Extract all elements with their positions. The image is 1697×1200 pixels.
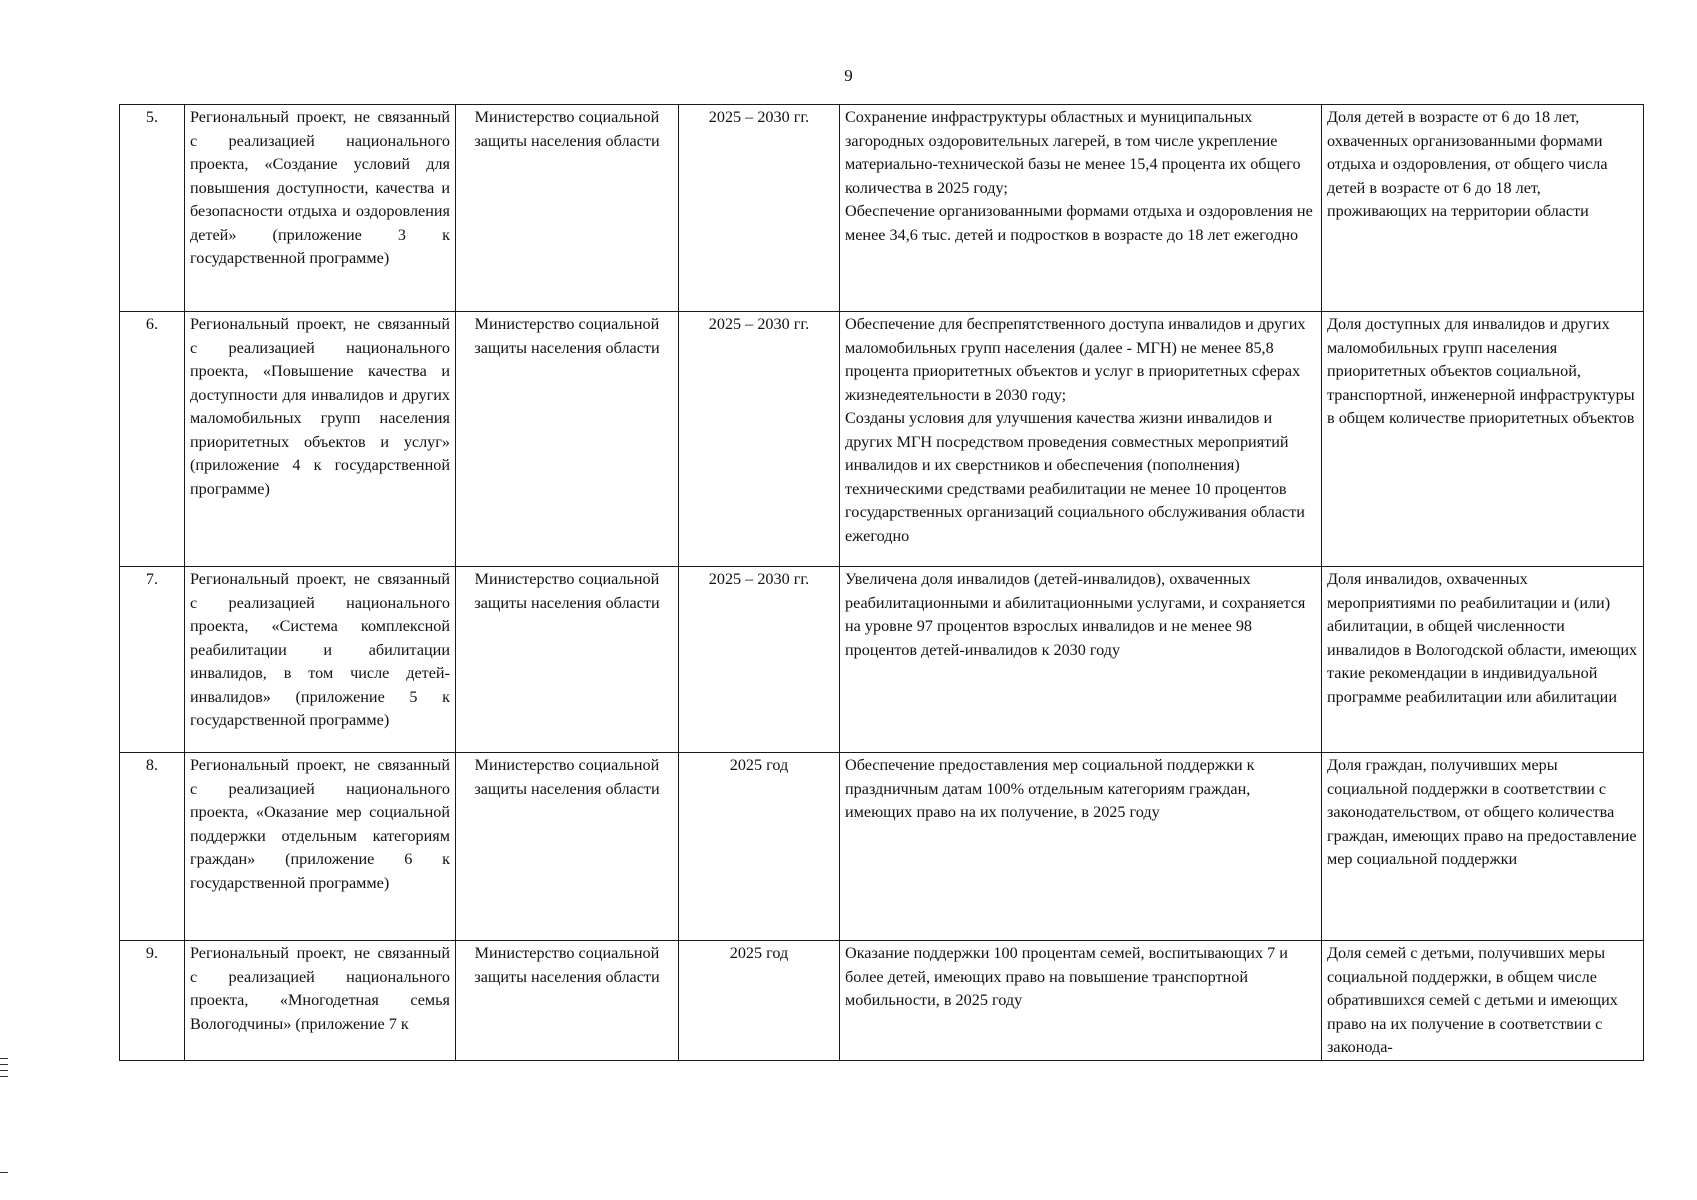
indicator: Доля детей в возрасте от 6 до 18 лет, охваченных организованными формами отдыха и оздоровления, от общего числа детей в возрасте от 6 до 18 лет, проживающих на территории области (1322, 105, 1644, 312)
row-number: 9. (120, 941, 185, 1061)
scan-margin-dash (0, 1172, 8, 1173)
project-results (840, 567, 1322, 753)
projects-table (119, 104, 1644, 1061)
implementation-period: 2025 – 2030 гг. (679, 312, 840, 567)
project-name: Региональный проект, не связанный с реализацией национального проекта, «Создание условий для повышения доступности, качества и безопасности отдыха и оздоровления детей» (приложение 3 к государственной программе) (185, 105, 456, 312)
indicator: Доля инвалидов, охваченных мероприятиями по реабилитации и (или) абилитации, в общей численности инвалидов в Вологодской области, имеющих такие рекомендации в индивидуальной программе реабилитации или абилитации (1322, 567, 1644, 753)
row-number: 8. (120, 753, 185, 941)
implementation-period: 2025 – 2030 гг. (679, 567, 840, 753)
responsible-executor: Министерство социальной защиты населения области (456, 567, 679, 753)
responsible-executor: Министерство социальной защиты населения области (456, 105, 679, 312)
result-item: Оказание поддержки 100 процентам семей, воспитывающих 7 и более детей, имеющих право на повышение транспортной мобильности, в 2025 году (845, 944, 1288, 1009)
result-item: Обеспечение предоставления мер социальной поддержки к праздничным датам 100% отдельным категориям граждан, имеющих право на их получение, в 2025 году (845, 756, 1255, 821)
project-name: Региональный проект, не связанный с реализацией национального проекта, «Оказание мер социальной поддержки отдельным категориям граждан» (приложение 6 к государственной программе) (185, 753, 456, 941)
project-name: Региональный проект, не связанный с реализацией национального проекта, «Многодетная семья Вологодчины» (приложение 7 к (185, 941, 456, 1061)
row-number: 7. (120, 567, 185, 753)
table-row (120, 105, 1644, 312)
row-number: 5. (120, 105, 185, 312)
result-item: Сохранение инфраструктуры областных и муниципальных загородных оздоровительных лагерей, в том числе укрепление материально-технической базы не менее 15,4 процента их общего количества в 2025 году; (845, 108, 1301, 197)
project-results (840, 105, 1322, 312)
project-name: Региональный проект, не связанный с реализацией национального проекта, «Система комплексной реабилитации и абилитации инвалидов, в том числе детей-инвалидов» (приложение 5 к государственной программе) (185, 567, 456, 753)
result-item: Обеспечение организованными формами отдыха и оздоровления не менее 34,6 тыс. детей и подростков в возрасте до 18 лет ежегодно (845, 202, 1313, 244)
implementation-period: 2025 – 2030 гг. (679, 105, 840, 312)
table-row (120, 567, 1644, 753)
implementation-period: 2025 год (679, 941, 840, 1061)
result-item: Созданы условия для улучшения качества жизни инвалидов и других МГН посредством проведения совместных мероприятий инвалидов и их сверстников и обеспечения (пополнения) техническими средствами реабилитации не менее 10 процентов государственных организаций социального обслуживания области ежегодно (845, 409, 1305, 545)
responsible-executor: Министерство социальной защиты населения области (456, 753, 679, 941)
table-row (120, 753, 1644, 941)
indicator: Доля граждан, получивших меры социальной поддержки в соответствии с законодательством, от общего количества граждан, имеющих право на предоставление мер социальной поддержки (1322, 753, 1644, 941)
project-name: Региональный проект, не связанный с реализацией национального проекта, «Повышение качества и доступности для инвалидов и других маломобильных групп населения приоритетных объектов и услуг» (приложение 4 к государственной программе) (185, 312, 456, 567)
project-results (840, 941, 1322, 1061)
result-item: Обеспечение для беспрепятственного доступа инвалидов и других маломобильных групп населения (далее - МГН) не менее 85,8 процента приоритетных объектов и услуг в приоритетных сферах жизнедеятельности в 2030 году; (845, 315, 1306, 404)
table-row (120, 941, 1644, 1061)
responsible-executor: Министерство социальной защиты населения области (456, 941, 679, 1061)
row-number: 6. (120, 312, 185, 567)
project-results (840, 312, 1322, 567)
table-row (120, 312, 1644, 567)
implementation-period: 2025 год (679, 753, 840, 941)
indicator: Доля семей с детьми, получивших меры социальной поддержки, в общем числе обратившихся семей с детьми и имеющих право на их получение в соответствии с законода- (1322, 941, 1644, 1061)
result-item: Увеличена доля инвалидов (детей-инвалидов), охваченных реабилитационными и абилитационными услугами, и сохраняется на уровне 97 процентов взрослых инвалидов и не менее 98 процентов детей-инвалидов к 2030 году (845, 570, 1306, 659)
page-number: 9 (844, 66, 853, 85)
scan-margin-marks (0, 1058, 8, 1082)
indicator: Доля доступных для инвалидов и других маломобильных групп населения приоритетных объектов социальной, транспортной, инженерной инфраструктуры в общем количестве приоритетных объектов (1322, 312, 1644, 567)
responsible-executor: Министерство социальной защиты населения области (456, 312, 679, 567)
project-results (840, 753, 1322, 941)
